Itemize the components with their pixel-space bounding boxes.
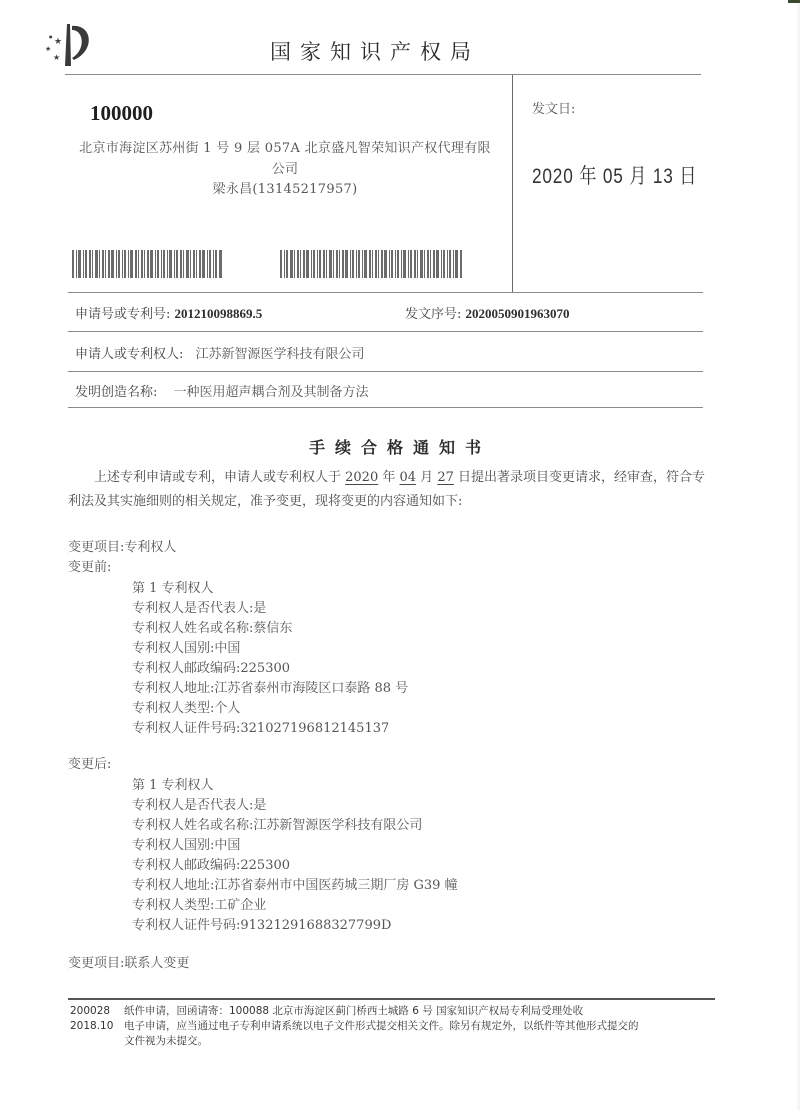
before-item: 第 1 专利权人 bbox=[132, 581, 214, 596]
send-date-label: 发文日: bbox=[532, 102, 576, 117]
cnipa-logo-icon bbox=[34, 20, 104, 70]
scan-edge bbox=[796, 0, 800, 1110]
agency-title: 国家知识产权局 bbox=[270, 40, 480, 64]
send-date-value: 2020 年 05 月 13 日 bbox=[532, 165, 698, 188]
footer-divider bbox=[68, 998, 715, 1000]
divider bbox=[68, 292, 703, 293]
barcode-2 bbox=[280, 250, 462, 278]
after-item: 专利权人邮政编码:225300 bbox=[132, 858, 291, 873]
recipient-address-line2: 公司 bbox=[271, 162, 299, 177]
request-year: 2020 bbox=[345, 470, 379, 485]
after-item: 专利权人姓名或名称:江苏新智源医学科技有限公司 bbox=[132, 818, 423, 833]
before-item: 专利权人地址:江苏省泰州市海陵区口泰路 88 号 bbox=[132, 681, 409, 696]
serial-number-label: 发文序号: bbox=[405, 307, 462, 322]
footer-line3: 文件视为未提交。 bbox=[124, 1035, 208, 1047]
before-item: 专利权人姓名或名称:蔡信东 bbox=[132, 621, 293, 636]
after-item: 专利权人证件号码:91321291688327799D bbox=[132, 918, 392, 933]
before-list bbox=[132, 579, 408, 739]
svg-text:★: ★ bbox=[53, 53, 61, 62]
application-number-row bbox=[75, 303, 262, 322]
before-item: 专利权人类型:个人 bbox=[132, 701, 241, 716]
notice-paragraph-line2: 利法及其实施细则的相关规定，准予变更，现将变更的内容通知如下: bbox=[68, 494, 463, 509]
before-item: 专利权人是否代表人:是 bbox=[132, 601, 267, 616]
applicant-row bbox=[75, 343, 365, 362]
form-version: 2018.10 bbox=[70, 1020, 114, 1032]
after-item: 第 1 专利权人 bbox=[132, 778, 214, 793]
request-day: 27 bbox=[437, 470, 454, 485]
serial-number-row bbox=[405, 303, 570, 322]
divider bbox=[65, 74, 701, 75]
after-list bbox=[132, 776, 458, 936]
application-number-label: 申请号或专利号: bbox=[75, 307, 171, 322]
after-item: 专利权人是否代表人:是 bbox=[132, 798, 267, 813]
svg-text:★: ★ bbox=[45, 45, 52, 53]
invention-row bbox=[75, 381, 369, 400]
notice-paragraph-line1: 上述专利申请或专利，申请人或专利权人于 2020 年 04 月 27 日提出著录项目变更请求，经审查，符合专 bbox=[94, 470, 705, 485]
svg-text:★: ★ bbox=[54, 37, 63, 47]
divider bbox=[68, 371, 703, 372]
divider bbox=[68, 331, 703, 332]
notice-paragraph bbox=[68, 466, 708, 514]
footer-line1: 纸件申请，回函请寄：100088 北京市海淀区蓟门桥西土城路 6 号 国家知识产权局专利局受理处收 bbox=[124, 1005, 584, 1017]
change-item-1: 变更项目:专利权人 bbox=[68, 540, 177, 555]
recipient-contact: 梁永昌(13145217957) bbox=[212, 182, 358, 197]
before-item: 专利权人证件号码:321027196812145137 bbox=[132, 721, 390, 736]
after-item: 专利权人类型:工矿企业 bbox=[132, 898, 267, 913]
before-item: 专利权人国别:中国 bbox=[132, 641, 241, 656]
divider bbox=[68, 407, 703, 408]
divider-vertical bbox=[512, 75, 513, 292]
form-code: 200028 bbox=[70, 1005, 111, 1017]
request-month: 04 bbox=[399, 470, 417, 485]
barcode-1 bbox=[72, 250, 222, 278]
invention-title: 一种医用超声耦合剂及其制备方法 bbox=[173, 385, 369, 400]
after-label: 变更后: bbox=[68, 757, 112, 772]
before-item: 专利权人邮政编码:225300 bbox=[132, 661, 291, 676]
change-item-2: 变更项目:联系人变更 bbox=[68, 956, 190, 971]
before-label: 变更前: bbox=[68, 560, 112, 575]
applicant-label: 申请人或专利权人: bbox=[75, 347, 184, 362]
recipient-postcode: 100000 bbox=[90, 101, 153, 125]
scan-artifact bbox=[788, 0, 800, 3]
footer-line2: 电子申请，应当通过电子专利申请系统以电子文件形式提交相关文件。除另有规定外，以纸件等其他形式提交的 bbox=[124, 1020, 639, 1032]
applicant-name: 江苏新智源医学科技有限公司 bbox=[195, 347, 365, 362]
after-item: 专利权人国别:中国 bbox=[132, 838, 241, 853]
serial-number: 2020050901963070 bbox=[465, 306, 570, 321]
after-item: 专利权人地址:江苏省泰州市中国医药城三期厂房 G39 幢 bbox=[132, 878, 458, 893]
invention-label: 发明创造名称: bbox=[75, 385, 158, 400]
svg-text:●: ● bbox=[49, 34, 53, 39]
application-number: 201210098869.5 bbox=[174, 306, 263, 321]
recipient-address-line1: 北京市海淀区苏州街 1 号 9 层 057A 北京盛凡智荣知识产权代理有限 bbox=[79, 141, 491, 156]
notice-title: 手续合格通知书 bbox=[308, 438, 491, 457]
